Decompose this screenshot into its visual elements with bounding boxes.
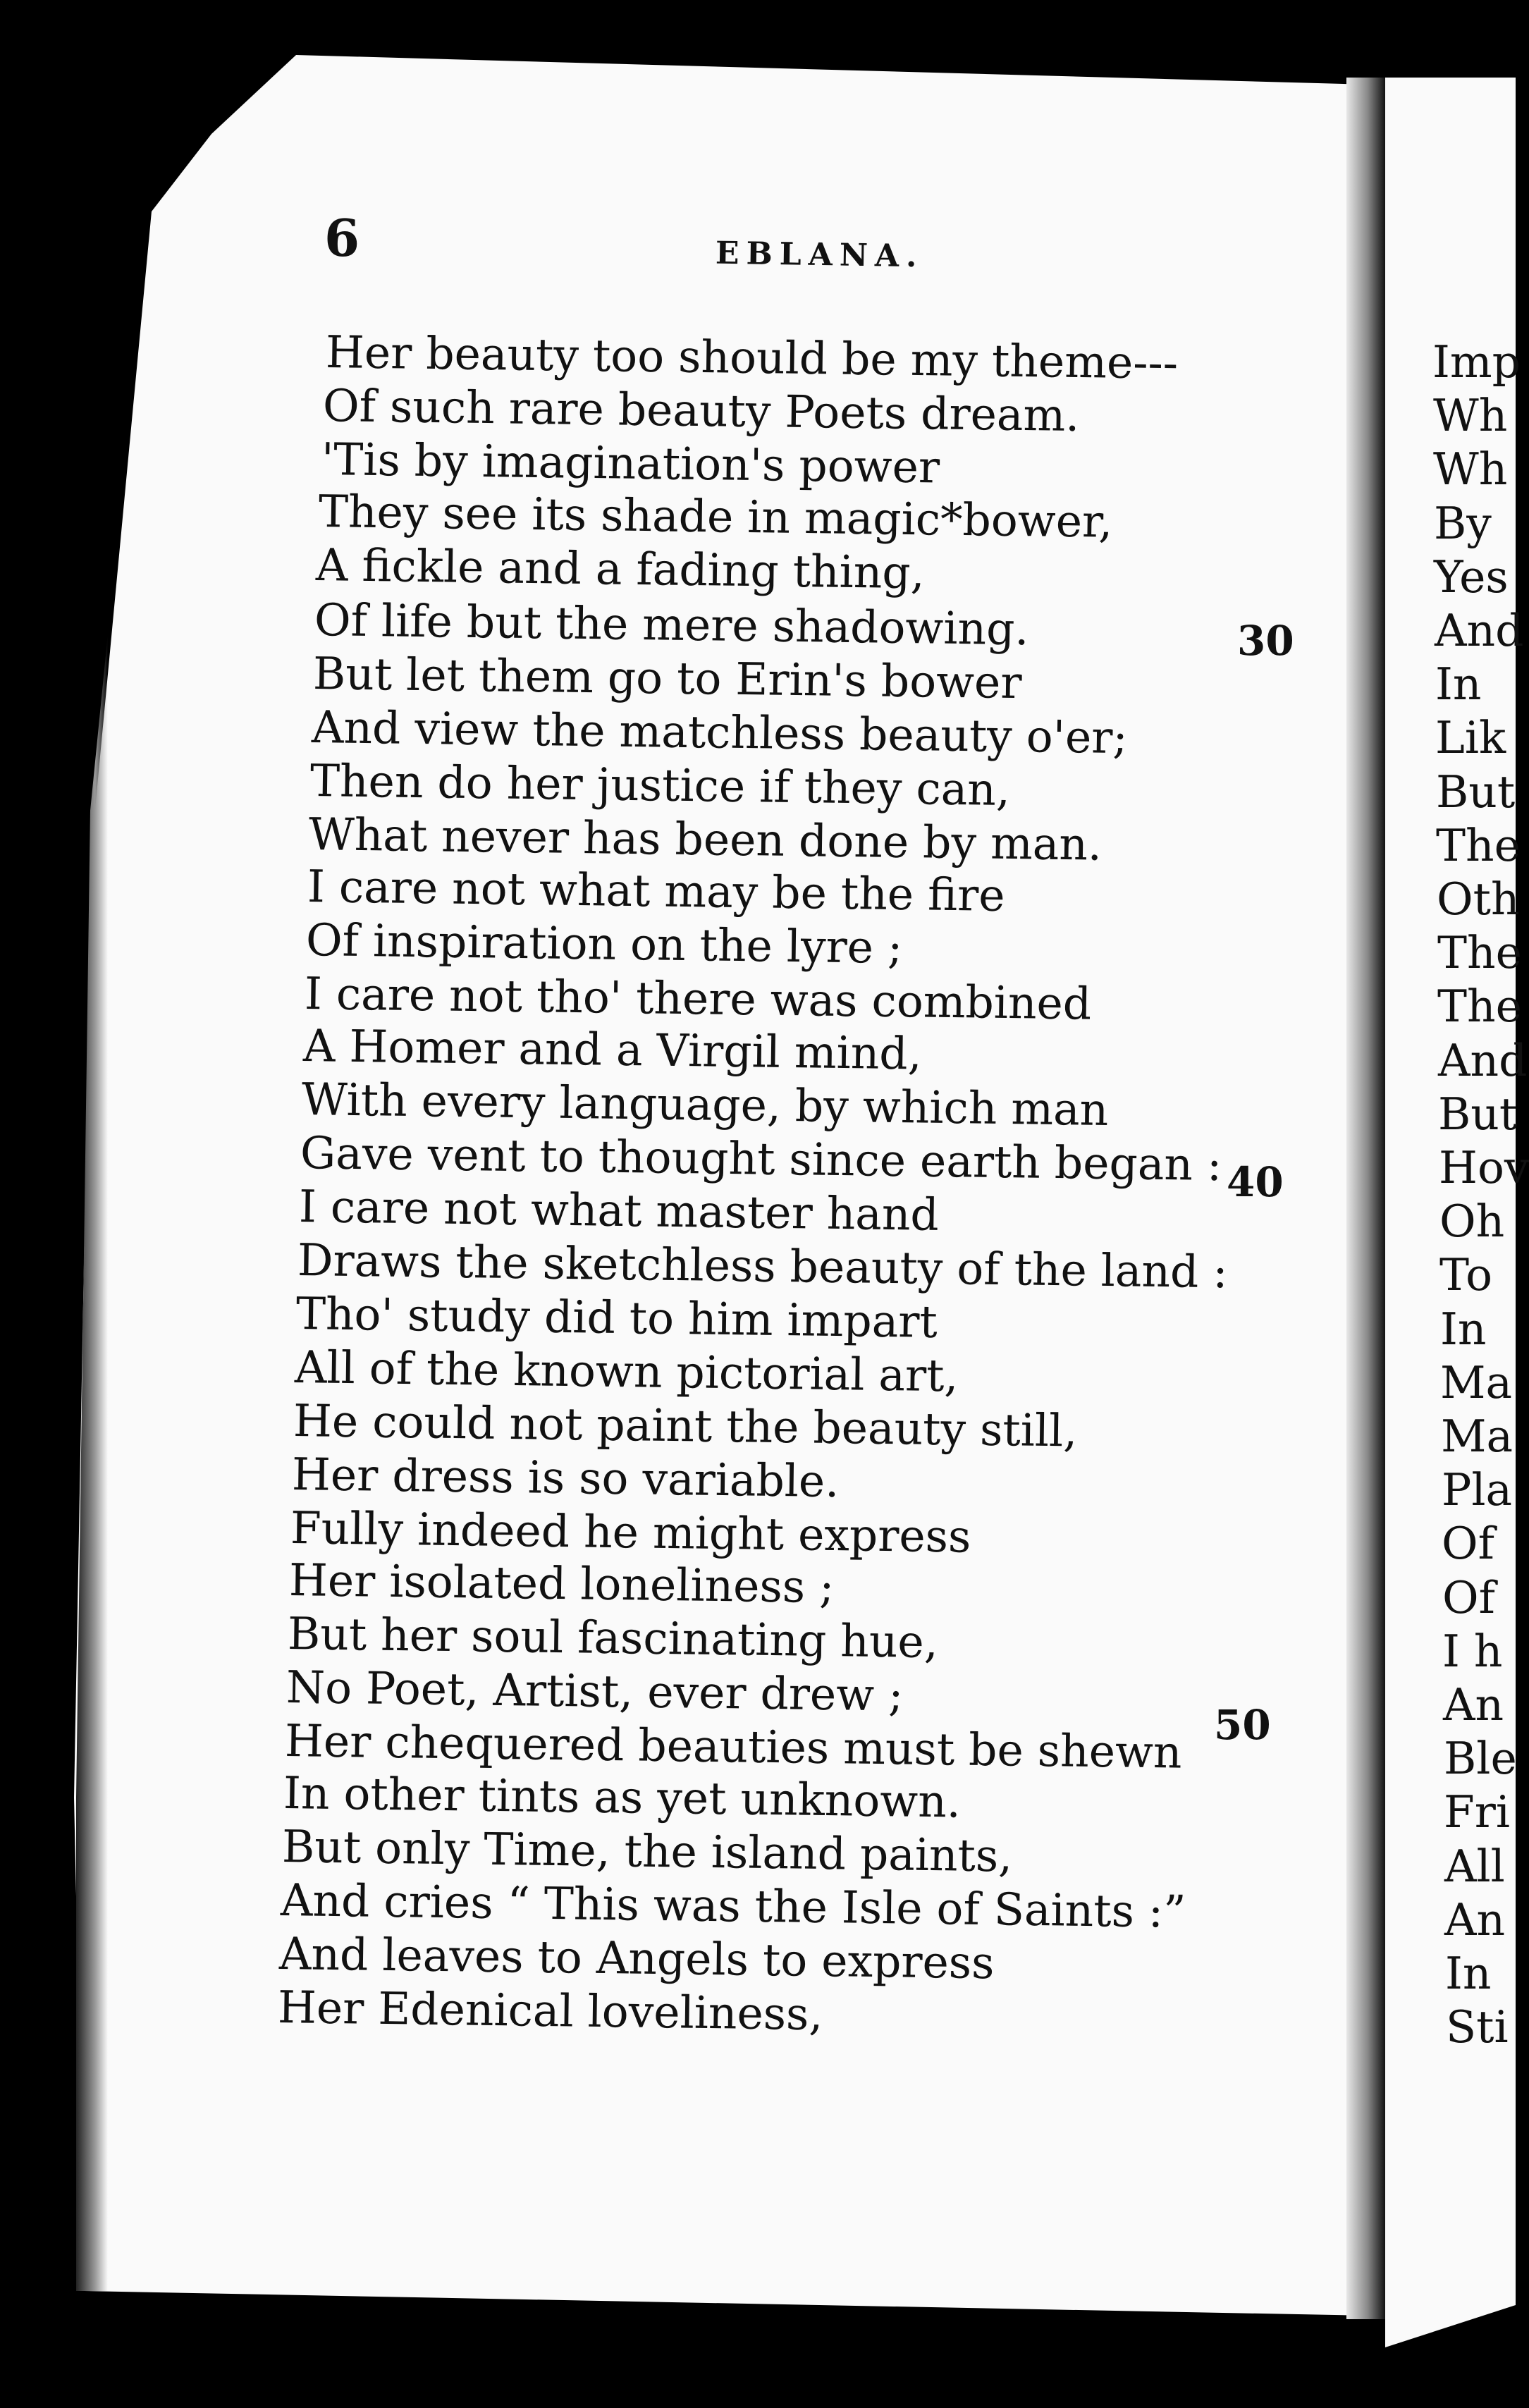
facing-page-line: Wh [1433, 390, 1508, 441]
facing-page-line: In [1440, 1303, 1487, 1355]
facing-page-line: The [1437, 927, 1522, 978]
facing-page-line: In [1435, 658, 1482, 710]
poem-line: And view the matchless beauty o'er; [311, 701, 1129, 764]
poem-line: I care not what master hand [298, 1181, 940, 1241]
poem-line: No Poet, Artist, ever drew ; [285, 1661, 904, 1721]
facing-page-line: Fri [1444, 1786, 1510, 1838]
line-number: 50 [1214, 1701, 1271, 1749]
poem-line: But her soul fascinating hue, [287, 1608, 939, 1669]
poem-line: Her chequered beauties must be shewn [284, 1715, 1182, 1779]
poem-line: Of such rare beauty Poets dream. [322, 380, 1080, 442]
facing-page-line: Lik [1435, 712, 1506, 763]
poem-line: Fully indeed he might express [290, 1502, 971, 1563]
poem-line: A Homer and a Virgil mind, [302, 1020, 923, 1080]
poem-line: He could not paint the beauty still, [293, 1395, 1078, 1457]
poem-line: 'Tis by imagination's power [321, 434, 940, 493]
facing-page-line: Of [1442, 1572, 1495, 1623]
poem-line: Of inspiration on the lyre ; [305, 914, 903, 974]
page-edge-shadow [76, 176, 108, 2291]
poem-line: What never has been done by man. [308, 809, 1103, 871]
poem-line: With every language, by which man [301, 1074, 1109, 1136]
facing-page-line: An [1444, 1894, 1506, 1946]
facing-page-line: And [1438, 1035, 1528, 1086]
facing-page-line: Sti [1446, 2001, 1509, 2053]
poem-line: But let them go to Erin's bower [312, 648, 1022, 709]
page-number: 6 [324, 208, 360, 268]
poem-line: All of the known pictorial art, [294, 1341, 959, 1402]
facing-page-line: In [1445, 1948, 1492, 1999]
facing-page-line: Ma [1441, 1411, 1513, 1462]
poem-line: Then do her justice if they can, [309, 755, 1011, 816]
poem-line: Her Edenical loveliness, [277, 1982, 823, 2041]
facing-page-line: Ma [1440, 1357, 1513, 1408]
facing-page-line: Ble [1444, 1733, 1517, 1784]
facing-page-line: I h [1442, 1626, 1503, 1677]
poem-line: In other tints as yet unknown. [283, 1767, 962, 1828]
poem-line: Gave vent to thought since earth began : [300, 1127, 1222, 1191]
facing-page-line: Hov [1439, 1142, 1529, 1193]
facing-page-line: By [1434, 498, 1492, 549]
facing-page-line: The [1437, 981, 1522, 1032]
poem-line: Her beauty too should be my theme--- [325, 326, 1179, 389]
running-title: EBLANA. [715, 235, 924, 275]
facing-page-line: To [1439, 1249, 1493, 1301]
poem-line: Tho' study did to him impart [295, 1288, 938, 1348]
facing-page-line: All [1444, 1841, 1505, 1892]
facing-page-line: Of [1442, 1518, 1494, 1569]
facing-page-line: Oh [1439, 1196, 1505, 1247]
poem-line: I care not what may be the fire [307, 861, 1006, 921]
facing-page-line: But [1438, 1088, 1518, 1140]
line-number: 40 [1227, 1158, 1284, 1206]
facing-page-line: Oth [1437, 873, 1520, 925]
facing-page-line: An [1443, 1679, 1504, 1731]
poem-line: Draws the sketchless beauty of the land : [297, 1234, 1229, 1298]
poem-line: Her dress is so variable. [291, 1449, 840, 1508]
facing-page-line: And [1435, 605, 1524, 656]
poem-line: I care not tho' there was combined [304, 968, 1092, 1030]
poem-line: And leaves to Angels to express [278, 1928, 995, 1989]
facing-page-line: Imp [1432, 336, 1521, 388]
facing-page-line: Yes [1434, 551, 1509, 603]
poem-line: And cries “ This was the Isle of Saints :” [280, 1874, 1186, 1938]
facing-page-line: Pla [1442, 1464, 1513, 1516]
poem-line: Of life but the mere shadowing. [314, 594, 1029, 656]
poem-line: But only Time, the island paints, [281, 1821, 1013, 1882]
line-number: 30 [1237, 617, 1294, 665]
facing-page-line: But [1436, 766, 1516, 818]
facing-page-line: Wh [1433, 443, 1508, 495]
book-spine [1346, 78, 1385, 2319]
poem-line: Her isolated loneliness ; [288, 1554, 835, 1614]
poem-line: They see its shade in magic*bower, [318, 486, 1113, 548]
facing-page-line: The [1436, 820, 1521, 871]
poem-line: A fickle and a fading thing, [315, 539, 926, 599]
